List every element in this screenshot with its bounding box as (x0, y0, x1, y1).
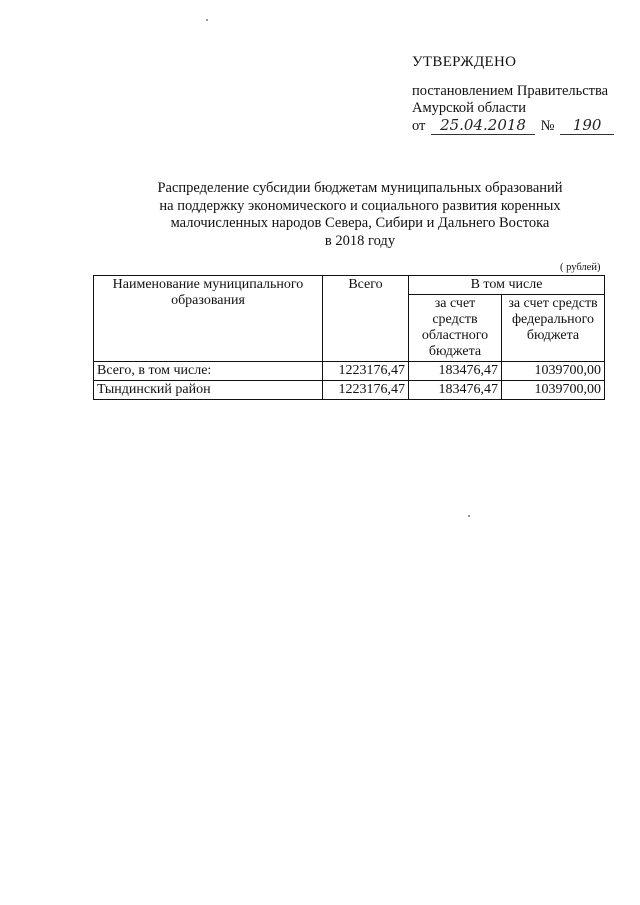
row-name: Всего, в том числе: (94, 362, 323, 381)
header-federal: за счет средств федерального бюджета (502, 295, 605, 362)
subsidy-table (93, 275, 605, 400)
table-row (94, 362, 605, 381)
row-federal: 1039700,00 (502, 362, 605, 381)
title-line-1: Распределение субсидии бюджетам муниципальных образований (157, 180, 563, 196)
approved-heading: УТВЕРЖДЕНО (412, 54, 517, 70)
unit-note: ( рублей) (560, 262, 601, 273)
number-prefix: № (540, 118, 555, 134)
approval-date-line (412, 117, 632, 135)
handwritten-date: 25.04.2018 (431, 117, 535, 135)
scan-speck (206, 19, 208, 21)
title-line-4: в 2018 году (324, 232, 396, 249)
header-including: В том числе (409, 276, 605, 295)
date-prefix: от (412, 118, 426, 134)
header-name: Наименование муниципального образования (94, 276, 323, 362)
title-line-3: малочисленных народов Севера, Сибири и Дальнего Востока (170, 215, 550, 231)
approval-block (412, 54, 632, 135)
header-total: Всего (323, 276, 409, 362)
row-total: 1223176,47 (323, 381, 409, 400)
header-regional: за счет средств областного бюджета (409, 295, 502, 362)
row-total: 1223176,47 (323, 362, 409, 381)
title-line-2: на поддержку экономического и социального развития коренных (159, 197, 561, 214)
row-regional: 183476,47 (409, 381, 502, 400)
handwritten-number: 190 (560, 117, 614, 135)
table-row (94, 381, 605, 400)
table-header-row-1 (94, 276, 605, 295)
approval-line-2: Амурской области (412, 100, 526, 116)
row-name: Тындинский район (94, 381, 323, 400)
row-regional: 183476,47 (409, 362, 502, 381)
document-title (100, 180, 620, 250)
approval-line-1: постановлением Правительства (412, 83, 609, 99)
scan-speck (468, 515, 470, 517)
row-federal: 1039700,00 (502, 381, 605, 400)
